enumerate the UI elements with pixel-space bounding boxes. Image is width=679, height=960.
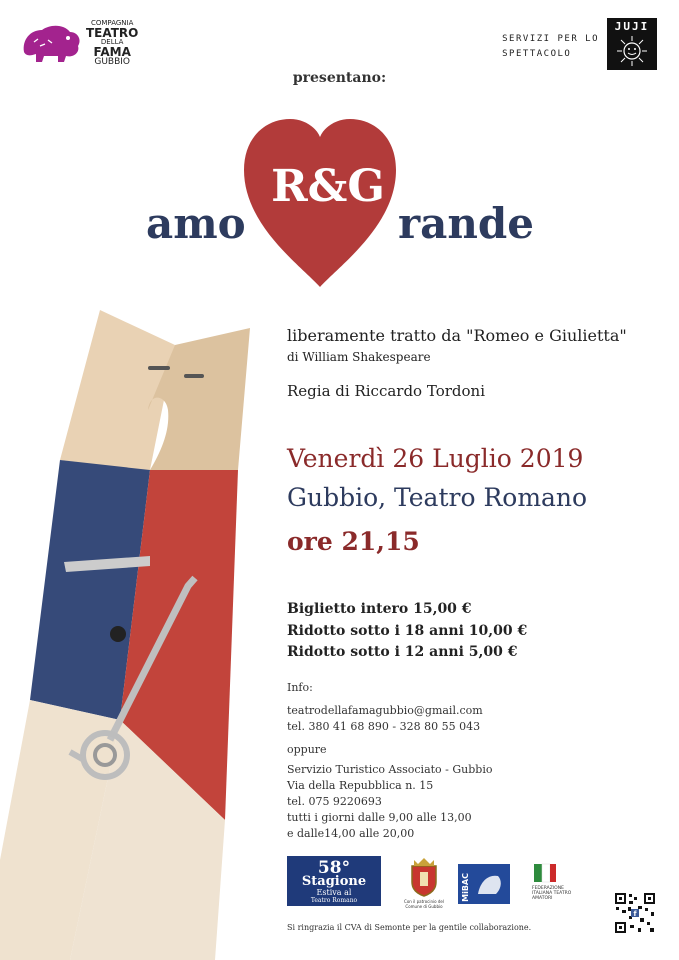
director-credit: Regia di Riccardo Tordoni: [287, 382, 485, 400]
source-credit: liberamente tratto da "Romeo e Giulietta": [287, 326, 627, 345]
mibac-emblem-icon: [474, 868, 506, 900]
event-place: Gubbio, Teatro Romano: [287, 483, 588, 512]
office-hours-morning: tutti i giorni dalle 9,00 alle 13,00: [287, 811, 472, 824]
logo-line3: DELLA: [100, 38, 124, 46]
office-hours-afternoon: e dalle14,00 alle 20,00: [287, 827, 415, 840]
season-line1: Stagione: [301, 874, 367, 889]
mibac-text: MiBAC: [461, 873, 470, 902]
office-block: [287, 762, 492, 842]
comune-logo: [404, 856, 444, 909]
qr-code-icon[interactable]: [614, 892, 656, 934]
event-date: Venerdì 26 Luglio 2019: [287, 444, 584, 473]
price-under-18: Ridotto sotto i 18 anni 10,00 €: [287, 623, 528, 639]
info-label: Info:: [287, 681, 313, 694]
author-credit: di William Shakespeare: [287, 350, 431, 364]
coat-of-arms-icon: [404, 856, 444, 898]
italian-flag-icon: [532, 862, 558, 884]
contact-block: [287, 703, 483, 735]
price-under-12: Ridotto sotto i 12 anni 5,00 €: [287, 644, 518, 660]
contact-email[interactable]: teatrodellafamagubbio@gmail.com: [287, 704, 483, 717]
season-line2: Estiva al: [316, 888, 352, 897]
title-right: rande: [398, 199, 534, 248]
juji-badge: [607, 18, 657, 70]
show-title: [0, 115, 679, 295]
logo-line1: COMPAGNIA: [90, 19, 134, 27]
compagnia-logo: [20, 18, 150, 70]
office-name: Servizio Turistico Associato - Gubbio: [287, 763, 493, 776]
season-line3: Teatro Romano: [310, 897, 358, 904]
contact-phone: tel. 380 41 68 890 - 328 80 55 043: [287, 720, 481, 733]
sun-icon: [615, 34, 649, 68]
svg-text:f: f: [633, 910, 637, 918]
office-phone: tel. 075 9220693: [287, 795, 382, 808]
logo-line5: GUBBIO: [94, 57, 131, 67]
juji-line1: SERVIZI PER LO: [502, 34, 599, 44]
title-left: amo: [146, 199, 246, 248]
price-full: Biglietto intero 15,00 €: [287, 601, 472, 617]
logo-line4: FAMA: [93, 45, 131, 59]
presentano-label: presentano:: [292, 70, 387, 86]
title-heart-text: R&G: [271, 161, 385, 212]
clothespin-illustration: [0, 300, 280, 960]
event-time: ore 21,15: [287, 527, 420, 556]
season-number: 58°: [317, 858, 351, 878]
creature-logo-icon: [20, 22, 84, 64]
logo-line2: TEATRO: [86, 26, 139, 40]
office-address: Via della Repubblica n. 15: [287, 779, 434, 792]
thanks-note: Si ringrazia il CVA di Semonte per la gentile collaborazione.: [287, 923, 532, 932]
juji-line2: SPETTACOLO: [502, 49, 572, 59]
fita-caption: FEDERAZIONE ITALIANA TEATRO AMATORI: [532, 886, 572, 901]
patronage-caption: Con il patrocinio del Comune di Gubbio: [404, 899, 444, 909]
juji-brand: JUJI: [614, 20, 650, 33]
oppure-label: oppure: [287, 743, 327, 756]
fita-logo: [532, 862, 574, 910]
season-logo: [287, 856, 381, 906]
mibac-logo: [458, 864, 510, 904]
juji-logo: [497, 18, 657, 72]
